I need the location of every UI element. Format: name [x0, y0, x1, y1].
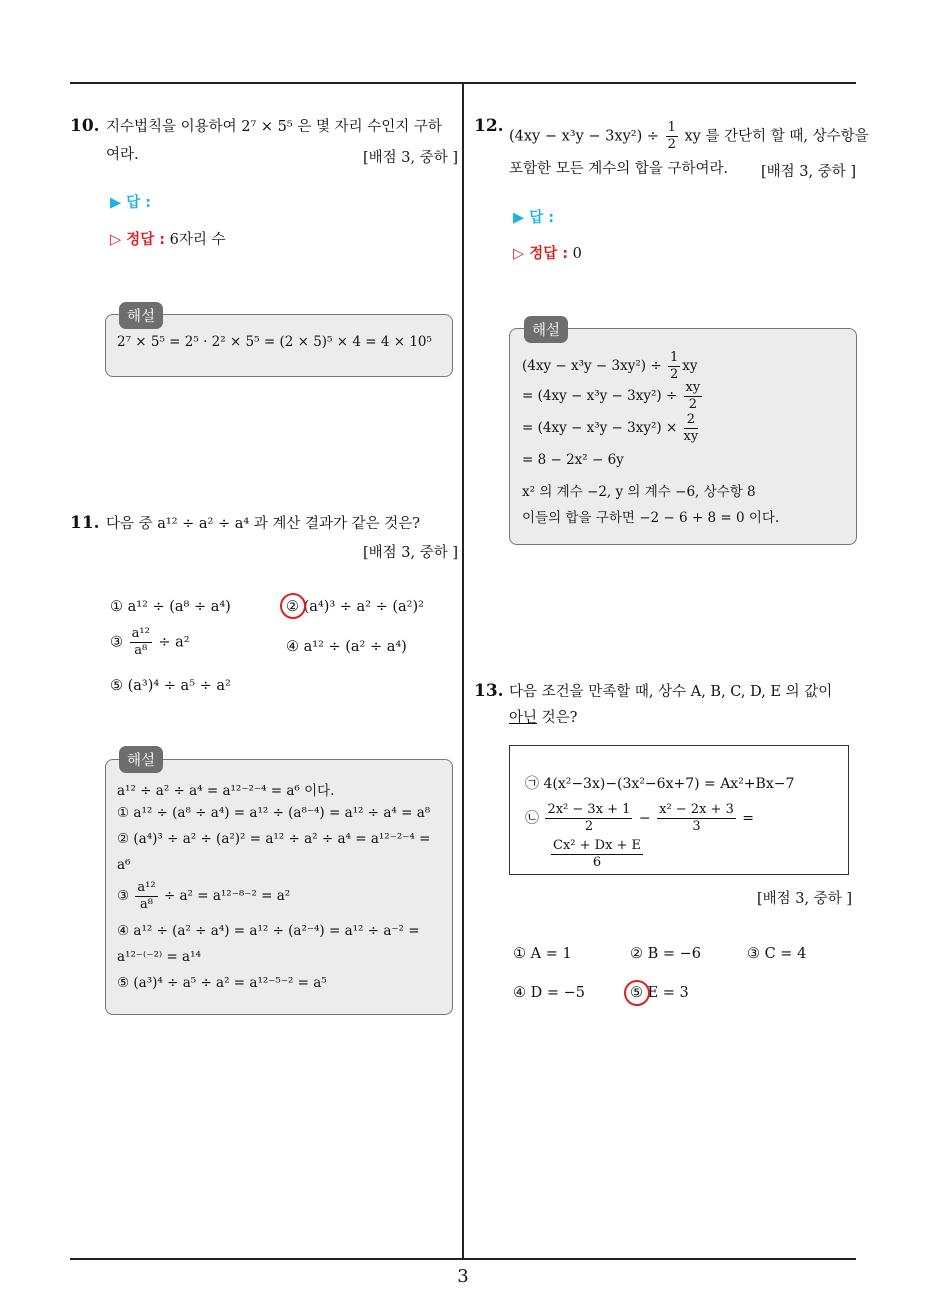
- q13-cond2-frac-2-num: x² − 2x + 3: [659, 802, 734, 817]
- q12-solution-frac-2-den: 2: [688, 397, 698, 412]
- q11-text: 다음 중 a¹² ÷ a² ÷ a⁴ 과 계산 결과가 같은 것은?: [106, 516, 421, 532]
- q11-choice-3-frac: [130, 626, 152, 659]
- q12-solution-line-6: 이들의 합을 구하면 −2 − 6 + 8 = 0 이다.: [522, 510, 780, 526]
- q11-solution-line-5: [117, 880, 290, 913]
- q11-solution-frac-den: a⁸: [140, 897, 153, 912]
- q12-solution-line-1: [522, 350, 697, 383]
- q12-correct-row: [513, 242, 582, 263]
- q13-selected-mark: [624, 980, 650, 1006]
- q12-text-frac-den: 2: [667, 137, 676, 152]
- q12-solution-line-3-a: = (4xy − x³y − 3xy²) ×: [522, 420, 678, 436]
- q11-solution-line-5-tail: ÷ a² = a¹²⁻⁸⁻² = a²: [163, 888, 291, 904]
- q12-solution-frac-2-num: xy: [685, 380, 701, 395]
- q12-solution-line-2-a: = (4xy − x³y − 3xy²) ÷: [522, 388, 678, 404]
- q10-solution-tag: 해설: [119, 302, 163, 329]
- q13-meta: [배점 3, 중하 ]: [756, 891, 852, 907]
- q12-solution-line-4: = 8 − 2x² − 6y: [522, 452, 624, 468]
- q11-selected-mark: [280, 593, 306, 619]
- q11-meta: [배점 3, 중하 ]: [362, 545, 458, 561]
- q12-solution-frac-1: [668, 350, 680, 383]
- q12-solution-line-5: x² 의 계수 −2, y 의 계수 −6, 상수항 8: [522, 484, 756, 500]
- q11-choice-2[interactable]: ② (a⁴)³ ÷ a² ÷ (a²)²: [286, 599, 424, 615]
- q11-solution-frac-num: a¹²: [137, 880, 156, 895]
- q11-solution-line-3: ② (a⁴)³ ÷ a² ÷ (a²)² = a¹² ÷ a² ÷ a⁴ = a¹²⁻²⁻⁴ =: [117, 831, 431, 847]
- q11-solution-line-4: a⁶: [117, 857, 131, 873]
- q12-solution-line-1-a: (4xy − x³y − 3xy²) ÷: [522, 358, 662, 374]
- q11-solution-line-1: a¹² ÷ a² ÷ a⁴ = a¹²⁻²⁻⁴ = a⁶ 이다.: [117, 783, 335, 799]
- q11-choice-3-label: ③: [110, 634, 123, 651]
- q12-solution-frac-3-den: xy: [683, 429, 699, 444]
- q12-meta: [배점 3, 중하 ]: [760, 164, 856, 180]
- q12-answer-label: ▶ 답 :: [513, 210, 555, 226]
- q10-correct-value: 6자리 수: [169, 232, 226, 248]
- q11-solution-line-2: ① a¹² ÷ (a⁸ ÷ a⁴) = a¹² ÷ (a⁸⁻⁴) = a¹² ÷ a⁴ = a⁸: [117, 805, 431, 821]
- q11-choice-5[interactable]: ⑤ (a³)⁴ ÷ a⁵ ÷ a²: [110, 678, 231, 694]
- q11-choice-1[interactable]: ① a¹² ÷ (a⁸ ÷ a⁴): [110, 599, 231, 615]
- q13-condition-1: ㉠ 4(x²−3x)−(3x²−6x+7) = Ax²+Bx−7: [525, 776, 795, 792]
- column-divider: [462, 82, 464, 1259]
- q10-text-line1: 지수법칙을 이용하여 2⁷ × 5⁵ 은 몇 자리 수인지 구하: [106, 119, 442, 135]
- q12-text-line1-b: xy 를 간단히 할 때, 상수항을: [684, 128, 869, 145]
- q12-text-line1-a: (4xy − x³y − 3xy²) ÷: [509, 128, 659, 145]
- q11-solution-line-7: a¹²⁻⁽⁻²⁾ = a¹⁴: [117, 949, 201, 965]
- q11-number: 11.: [70, 513, 100, 533]
- q13-cond2-frac-3: [551, 838, 643, 871]
- q13-choice-4[interactable]: ④ D = −5: [513, 985, 585, 1001]
- q11-choice-3-tail: ÷ a²: [158, 634, 190, 651]
- q13-choice-1[interactable]: ① A = 1: [513, 946, 572, 962]
- q13-condition-2: [525, 802, 754, 835]
- q12-text-line2: 포함한 모든 계수의 합을 구하여라.: [509, 161, 729, 177]
- q11-choice-3-frac-den: a⁸: [134, 643, 148, 658]
- q13-cond2-frac-2-den: 3: [692, 819, 701, 834]
- q13-choice-2[interactable]: ② B = −6: [630, 946, 702, 962]
- q12-number: 12.: [474, 116, 504, 136]
- q12-solution-line-1-tail: xy: [682, 358, 698, 374]
- q13-cond2-frac-1: [545, 802, 632, 835]
- footer-rule: [70, 1258, 856, 1260]
- q13-cond2-eq: =: [742, 810, 755, 827]
- q13-text-rest: 것은?: [537, 710, 578, 726]
- q13-cond2-frac-3-num: Cx² + Dx + E: [553, 838, 642, 853]
- q11-solution-tag: 해설: [119, 746, 163, 773]
- q13-choice-5[interactable]: ⑤ E = 3: [630, 985, 689, 1001]
- q13-condition-2-label: ㉡: [525, 810, 539, 827]
- q12-solution-frac-1-den: 2: [669, 367, 679, 382]
- q13-cond2-frac-1-num: 2x² − 3x + 1: [547, 802, 631, 817]
- page-number: 3: [457, 1266, 469, 1287]
- q12-text-frac: [666, 120, 678, 153]
- q12-solution-frac-3-num: 2: [684, 412, 699, 429]
- q11-solution-line-5-label: ③: [117, 888, 130, 904]
- q13-condition-2-rhs: [549, 838, 645, 871]
- q11-solution-frac: [135, 880, 157, 913]
- q12-solution-frac-2: [684, 380, 703, 413]
- q11-choice-3-frac-num: a¹²: [131, 626, 150, 641]
- q10-correct-label: ▷ 정답 :: [110, 232, 166, 248]
- q12-solution-line-2: [522, 380, 704, 413]
- q12-text-line1: [509, 120, 869, 153]
- q12-solution-frac-1-num: 1: [669, 350, 679, 365]
- q12-solution-line-3: [522, 412, 700, 445]
- q13-text-underlined: 아닌: [509, 710, 538, 726]
- q13-cond2-frac-1-den: 2: [584, 819, 594, 834]
- q10-correct-row: [110, 228, 226, 249]
- q10-answer-label: ▶ 답 :: [110, 195, 152, 211]
- q13-text-line2: [509, 704, 577, 732]
- q12-correct-label: ▷ 정답 :: [513, 246, 569, 262]
- q11-choice-4[interactable]: ④ a¹² ÷ (a² ÷ a⁴): [286, 639, 407, 655]
- q10-number: 10.: [70, 116, 100, 136]
- q12-text-frac-num: 1: [667, 120, 676, 135]
- q12-correct-value: 0: [572, 246, 582, 262]
- q11-choice-3[interactable]: [110, 626, 190, 659]
- q13-cond2-frac-3-den: 6: [592, 855, 602, 870]
- q13-text-line1: 다음 조건을 만족할 때, 상수 A, B, C, D, E 의 값이: [509, 684, 833, 700]
- q13-cond2-minus: −: [638, 810, 651, 827]
- q12-solution-tag: 해설: [524, 316, 568, 343]
- q13-cond2-frac-2: [657, 802, 736, 835]
- q11-solution-line-6: ④ a¹² ÷ (a² ÷ a⁴) = a¹² ÷ (a²⁻⁴) = a¹² ÷ a⁻² =: [117, 923, 420, 939]
- q13-number: 13.: [474, 681, 504, 701]
- q10-solution-line: 2⁷ × 5⁵ = 2⁵ · 2² × 5⁵ = (2 × 5)⁵ × 4 = 4 × 10⁵: [117, 334, 432, 350]
- q11-solution-line-8: ⑤ (a³)⁴ ÷ a⁵ ÷ a² = a¹²⁻⁵⁻² = a⁵: [117, 975, 327, 991]
- q10-meta: [배점 3, 중하 ]: [362, 150, 458, 166]
- q10-text-line2: 여라.: [106, 147, 139, 163]
- q13-choice-3[interactable]: ③ C = 4: [747, 946, 807, 962]
- q12-solution-frac-3: [684, 412, 699, 445]
